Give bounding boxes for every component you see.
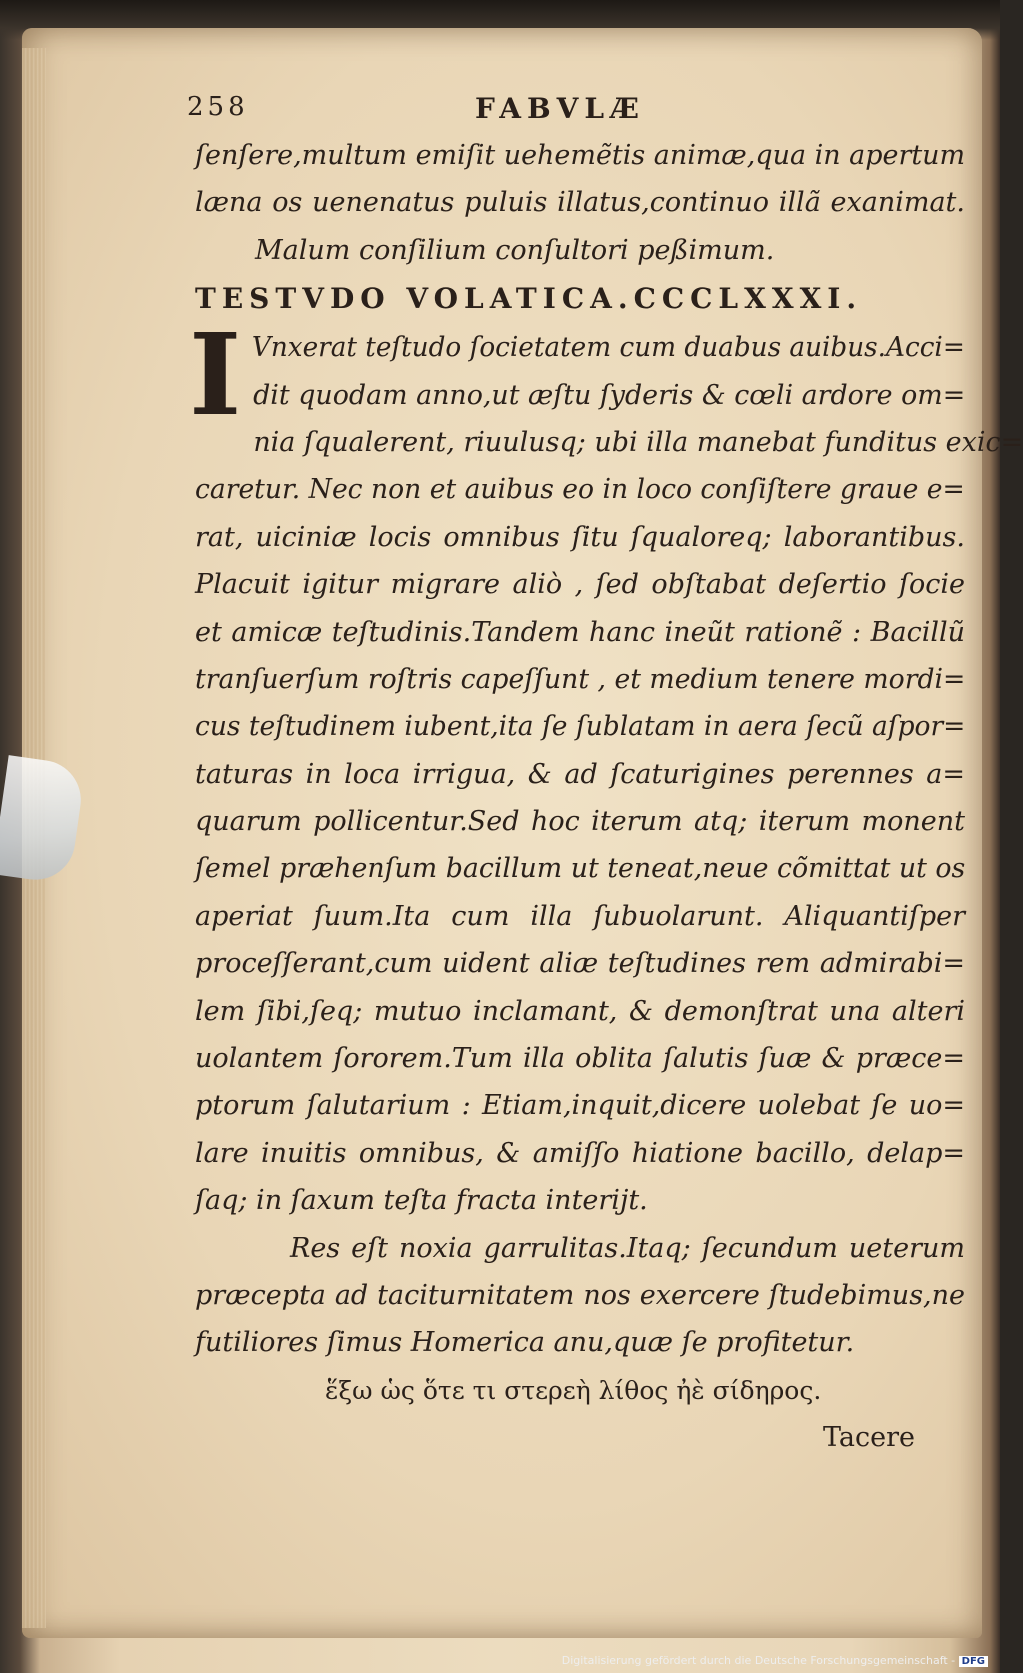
moral-line: Res eſt noxia garrulitas.Itaq; ſecundum ueterum: [290, 1232, 965, 1264]
text-line: uolantem ſororem.Tum illa oblita ſalutis ſuæ & præce=: [195, 1043, 965, 1075]
footer-text: Digitalisierung gefördert durch die Deutsche Forschungsgemeinschaft -: [561, 1654, 956, 1667]
text-line: ſenſere,multum emiſit uehemẽtis animæ,qua in apertum: [195, 140, 966, 171]
dfg-logo: DFG: [959, 1656, 988, 1667]
catchword: Tacere: [823, 1422, 915, 1454]
proverb-line: Malum conſilium conſultori peßimum.: [255, 234, 775, 266]
text-line: dit quodam anno,ut æſtu ſyderis & cœli ardore om=: [253, 379, 966, 411]
page-header: [187, 92, 965, 132]
fable-body-continued: [195, 419, 1023, 1225]
text-line: lem ſibi,ſeq; mutuo inclamant, & demonſtrat una alteri: [195, 995, 965, 1027]
intro-block: [195, 132, 965, 274]
text-line: ptorum ſalutarium : Etiam,inquit,dicere uolebat ſe uo=: [195, 1090, 965, 1122]
text-line: nia ſqualerent, riuulusq; ubi illa manebat funditus exic=: [253, 426, 1023, 458]
drop-cap: I: [189, 310, 242, 442]
moral-line: futiliores ſimus Homerica anu,quæ ſe profitetur.: [195, 1327, 855, 1359]
text-line: proceſſerant,cum uident aliæ teſtudines rem admirabi=: [195, 948, 965, 980]
greek-quote: ἕξω ὡς ὅτε τι στερεὴ λίθος ἠὲ σίδηρος.: [325, 1375, 822, 1405]
text-line: caretur. Nec non et auibus eo in loco conſiſtere graue e=: [195, 474, 965, 506]
text-line: ſaq; in ſaxum teſta fracta interijt.: [195, 1185, 648, 1217]
text-line: læna os uenenatus puluis illatus,continuo illã exanimat.: [195, 187, 965, 219]
text-line: tranſuerſum roſtris capeſſunt , et medium tenere mordi=: [195, 663, 966, 695]
page-number: 258: [187, 92, 249, 122]
text-line: rat, uiciniæ locis omnibus ſitu ſqualoreq; laborantibus.: [195, 521, 965, 553]
text-line: Vnxerat teſtudo ſocietatem cum duabus auibus.Acci=: [251, 332, 965, 364]
text-line: aperiat ſuum.Ita cum illa ſubuolarunt. Aliquantiſper: [195, 900, 965, 932]
running-head: FABVLÆ: [475, 92, 645, 125]
moral-block: [195, 1225, 965, 1415]
text-line: taturas in loca irrigua, & ad ſcaturigines perennes a=: [195, 758, 965, 790]
text-line: et amicæ teſtudinis.Tandem hanc ineũt rationẽ : Bacillũ: [195, 616, 965, 648]
text-line: lare inuitis omnibus, & amiſſo hiatione bacillo, delap=: [195, 1137, 965, 1169]
text-line: quarum pollicentur.Sed hoc iterum atq; iterum monent: [195, 806, 965, 838]
fable-body: [189, 310, 966, 442]
moral-line: præcepta ad taciturnitatem nos exercere ſtudebimus,ne: [195, 1279, 965, 1311]
digitization-footer: [562, 1654, 988, 1667]
fable-title: TESTVDO VOLATICA.CCCLXXXI.: [195, 282, 863, 316]
text-line: ſemel præhenſum bacillum ut teneat,neue cõmittat ut os: [195, 853, 966, 885]
text-line: cus teſtudinem iubent,ita ſe ſublatam in aera ſecũ aſpor=: [195, 711, 966, 743]
page-text: [187, 92, 1023, 1461]
text-line: Placuit igitur migrare aliò , ſed obſtabat deſertio ſocie: [195, 569, 965, 601]
